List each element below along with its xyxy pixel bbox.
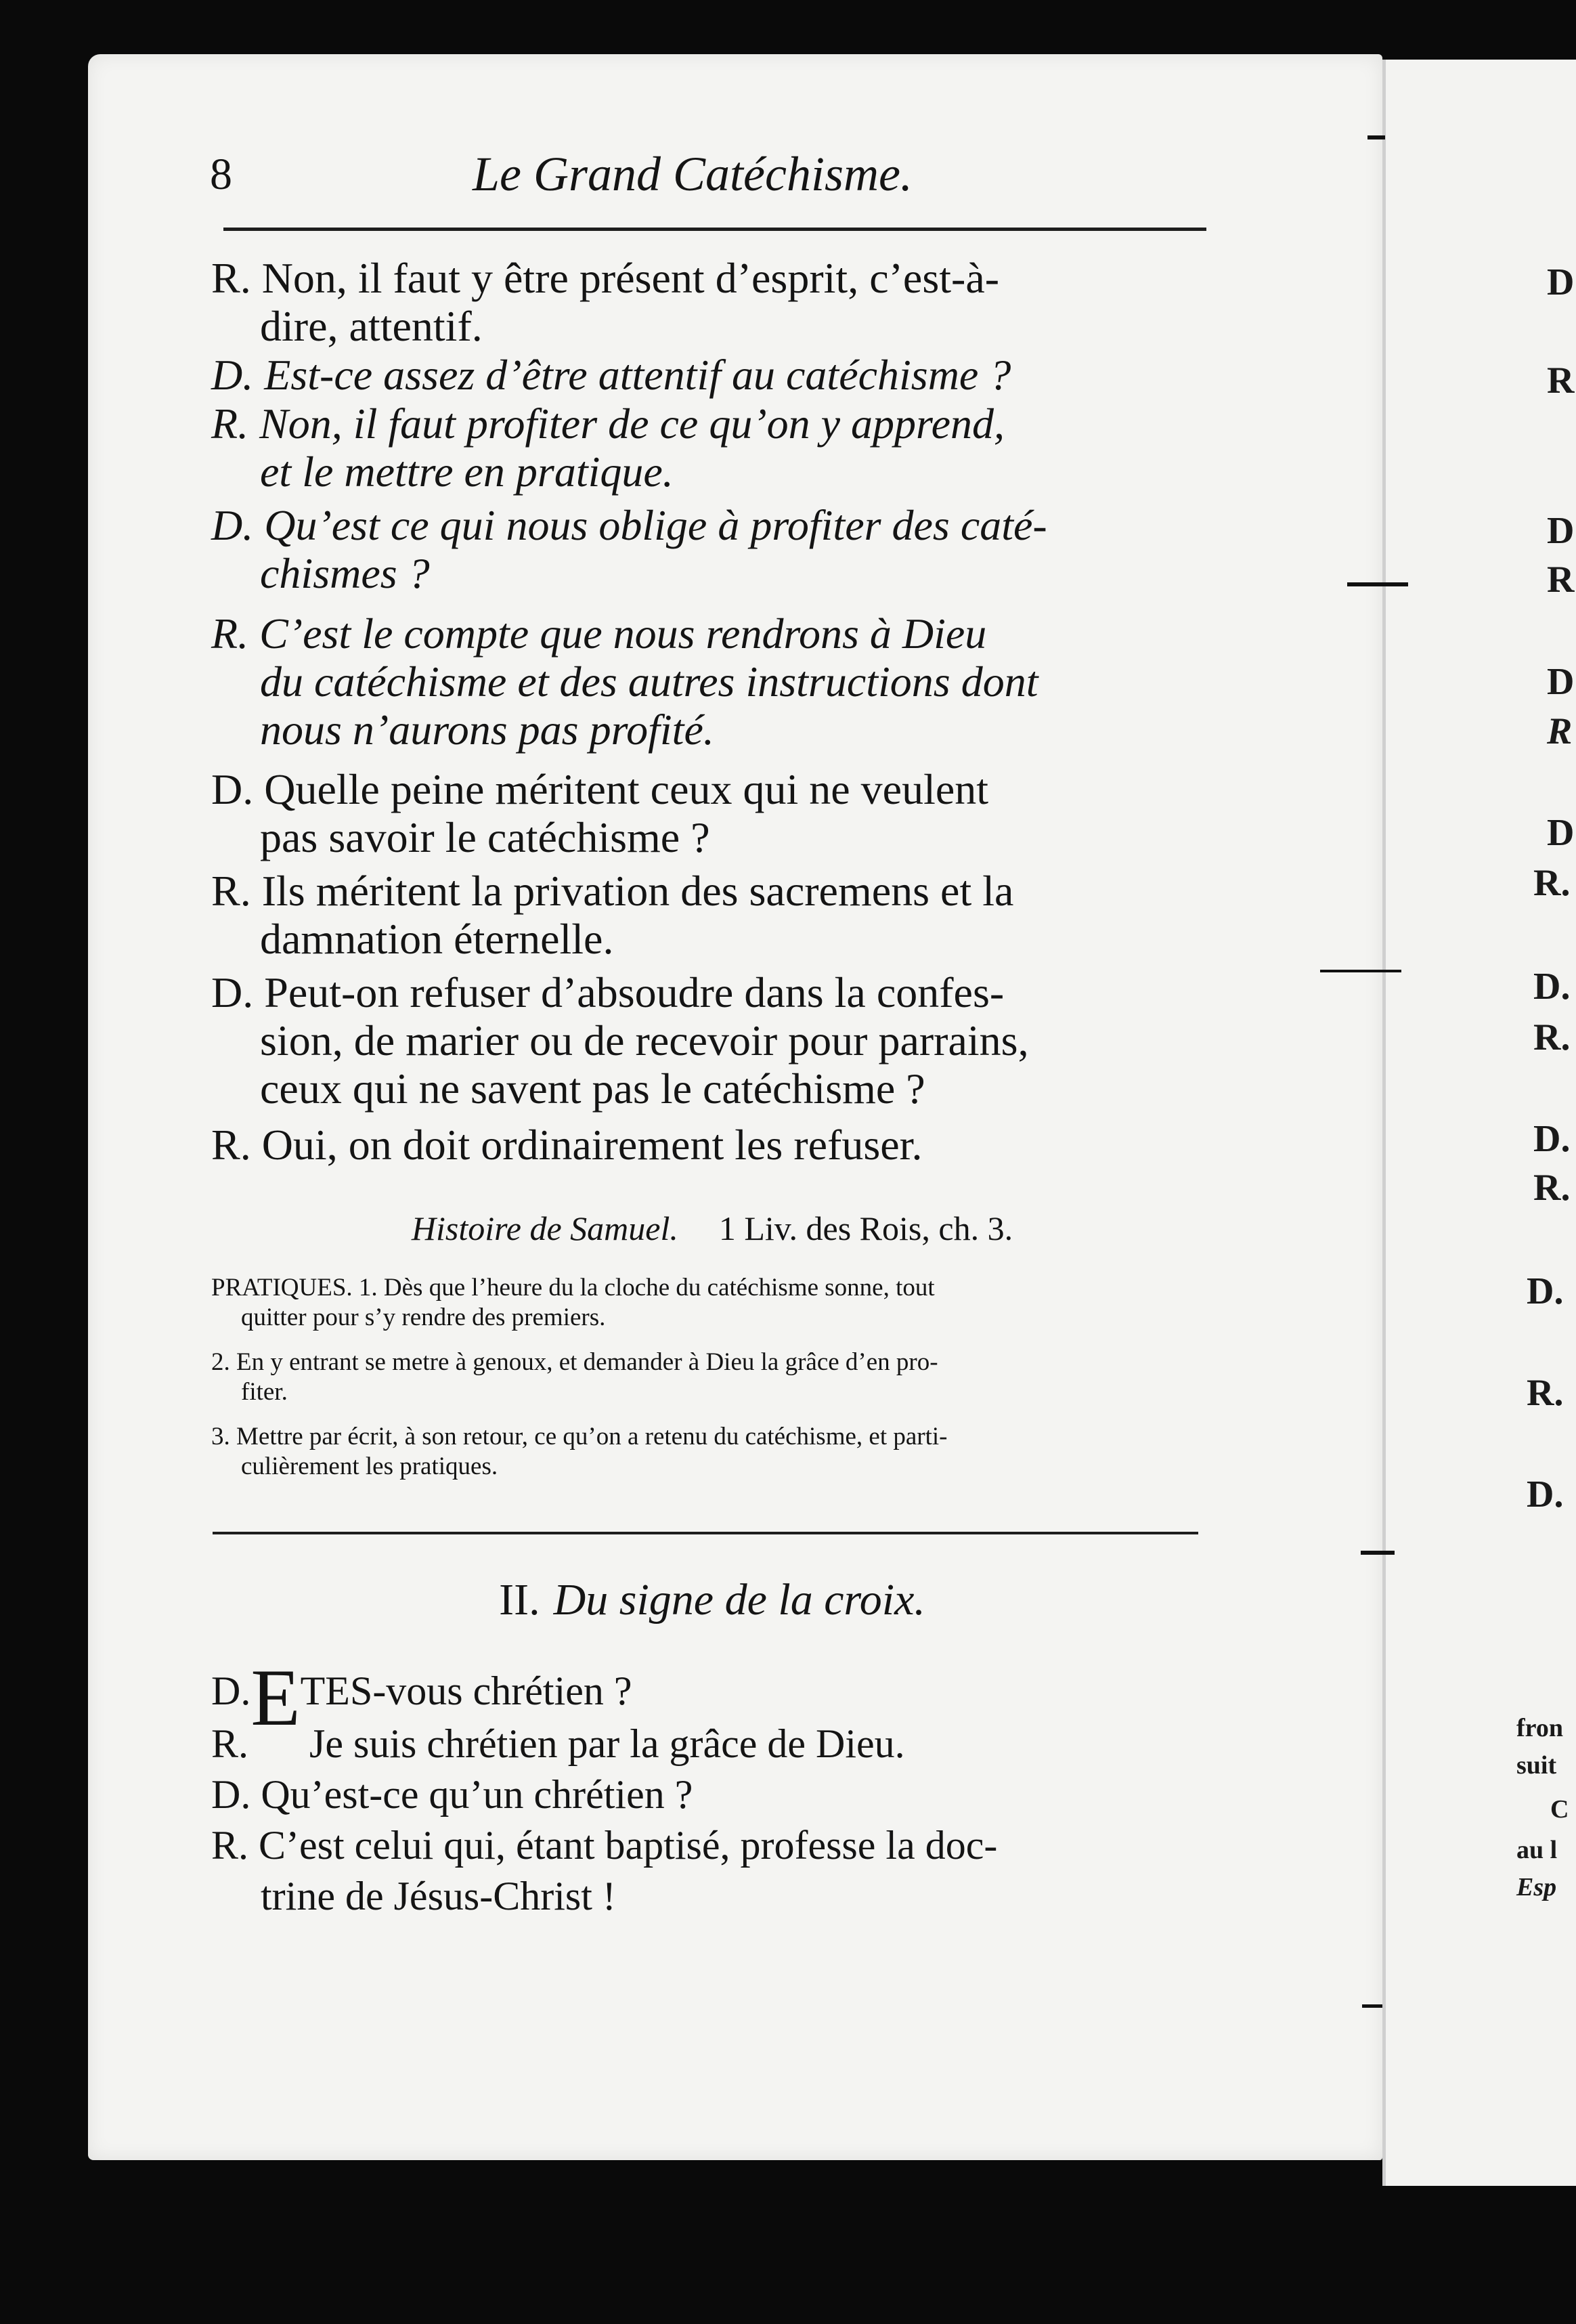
facing-fragment: D	[1547, 261, 1575, 303]
facing-fragment: D	[1547, 812, 1575, 854]
gutter-tick	[1361, 1551, 1395, 1555]
qa-line: chismes ?	[260, 549, 430, 597]
facing-fragment: D.	[1533, 966, 1571, 1008]
pratique-line: culièrement les pratiques.	[241, 1452, 498, 1480]
qa-line: pas savoir le catéchisme ?	[260, 813, 710, 861]
running-title: Le Grand Catéchisme.	[473, 147, 913, 201]
pratique-line: 3. Mettre par écrit, à son retour, ce qu’on a retenu du catéchisme, et parti-	[211, 1423, 948, 1450]
qa-block-5	[211, 609, 1213, 754]
qa-line: sion, de marier ou de recevoir pour parrains,	[260, 1016, 1029, 1064]
facing-fragment: D.	[1527, 1270, 1564, 1312]
qa-line: dire, attentif.	[260, 302, 483, 350]
qa-line: R. C’est le compte que nous rendrons à Dieu	[211, 609, 987, 658]
qa-line: D. Est-ce assez d’être attentif au catéchisme ?	[211, 351, 1011, 399]
qa-block-7	[211, 867, 1213, 963]
section-heading	[211, 1574, 1213, 1626]
section-dialogue-line: trine de Jésus-Christ !	[261, 1874, 616, 1918]
facing-fragment: R	[1547, 559, 1575, 601]
facing-fragment: au l	[1516, 1836, 1558, 1864]
facing-fragment: R.	[1533, 1016, 1571, 1058]
facing-fragment: fron	[1516, 1714, 1563, 1742]
drop-cap: E	[250, 1652, 301, 1742]
facing-fragment: D.	[1527, 1473, 1564, 1515]
history-reference	[211, 1209, 1213, 1248]
section-dialogue-line	[211, 1652, 632, 1742]
qa-block-2	[211, 351, 1213, 399]
facing-fragment: R	[1547, 710, 1573, 752]
pratique-line: quitter pour s’y rendre des premiers.	[241, 1304, 606, 1331]
qa-block-8	[211, 968, 1213, 1113]
facing-fragment: Esp	[1516, 1873, 1557, 1901]
qa-line: D. Quelle peine méritent ceux qui ne veulent	[211, 765, 989, 813]
qa-line: ceux qui ne savent pas le catéchisme ?	[260, 1064, 925, 1113]
pratiques-3	[211, 1422, 1213, 1482]
facing-fragment: R.	[1533, 862, 1571, 904]
pratiques-2	[211, 1348, 1213, 1407]
qa-line: du catéchisme et des autres instructions dont	[260, 658, 1038, 706]
gutter-tick	[1320, 970, 1401, 972]
qa-line: R. Oui, on doit ordinairement les refuser.	[211, 1121, 923, 1169]
facing-fragment: D	[1547, 510, 1575, 552]
qa-block-9	[211, 1121, 1213, 1169]
header-rule	[223, 228, 1206, 231]
facing-fragment: C	[1550, 1795, 1569, 1824]
pratique-line: fiter.	[241, 1378, 288, 1406]
qa-block-1	[211, 254, 1213, 350]
qa-line: D. Peut-on refuser d’absoudre dans la confes-	[211, 968, 1005, 1016]
gutter-tick	[1367, 135, 1385, 139]
facing-fragment: R.	[1533, 1167, 1571, 1209]
qa-line: D. Qu’est ce qui nous oblige à profiter des caté-	[211, 501, 1047, 549]
facing-fragment: R	[1547, 360, 1575, 402]
dialogue-text: TES-vous chrétien ?	[300, 1669, 632, 1713]
section-dialogue-line: R. Je suis chrétien par la grâce de Dieu.	[211, 1721, 905, 1766]
section-numeral: II.	[499, 1575, 540, 1624]
page-number: 8	[210, 150, 232, 199]
section-title: Du signe de la croix.	[553, 1575, 925, 1624]
qa-line: R. Ils méritent la privation des sacremens et la	[211, 867, 1014, 915]
section-rule	[213, 1532, 1198, 1534]
section-dialogue-line: R. C’est celui qui, étant baptisé, professe la doc-	[211, 1823, 998, 1868]
pratique-line: 2. En y entrant se metre à genoux, et demander à Dieu la grâce d’en pro-	[211, 1348, 938, 1376]
history-citation: 1 Liv. des Rois, ch. 3.	[718, 1209, 1013, 1247]
qa-block-3	[211, 400, 1213, 496]
gutter-tick	[1347, 582, 1408, 586]
facing-fragment: D	[1547, 661, 1575, 703]
qa-line: R. Non, il faut profiter de ce qu’on y apprend,	[211, 400, 1005, 448]
dialogue-label: D.	[211, 1669, 251, 1713]
qa-block-6	[211, 765, 1213, 861]
pratiques-1	[211, 1273, 1213, 1333]
qa-line: nous n’aurons pas profité.	[260, 706, 714, 754]
gutter-tick	[1362, 2004, 1382, 2008]
qa-line: R. Non, il faut y être présent d’esprit, c’est-à-	[211, 254, 1000, 302]
qa-block-4	[211, 501, 1213, 597]
qa-line: damnation éternelle.	[260, 915, 614, 963]
facing-fragment: suit	[1516, 1751, 1557, 1780]
history-title: Histoire de Samuel.	[411, 1209, 678, 1247]
facing-fragment: R.	[1527, 1372, 1564, 1414]
section-dialogue-line: D. Qu’est-ce qu’un chrétien ?	[211, 1772, 693, 1817]
pratique-line: PRATIQUES. 1. Dès que l’heure du la cloche du catéchisme sonne, tout	[211, 1274, 935, 1301]
facing-fragment: D.	[1533, 1118, 1571, 1160]
qa-line: et le mettre en pratique.	[260, 448, 674, 496]
